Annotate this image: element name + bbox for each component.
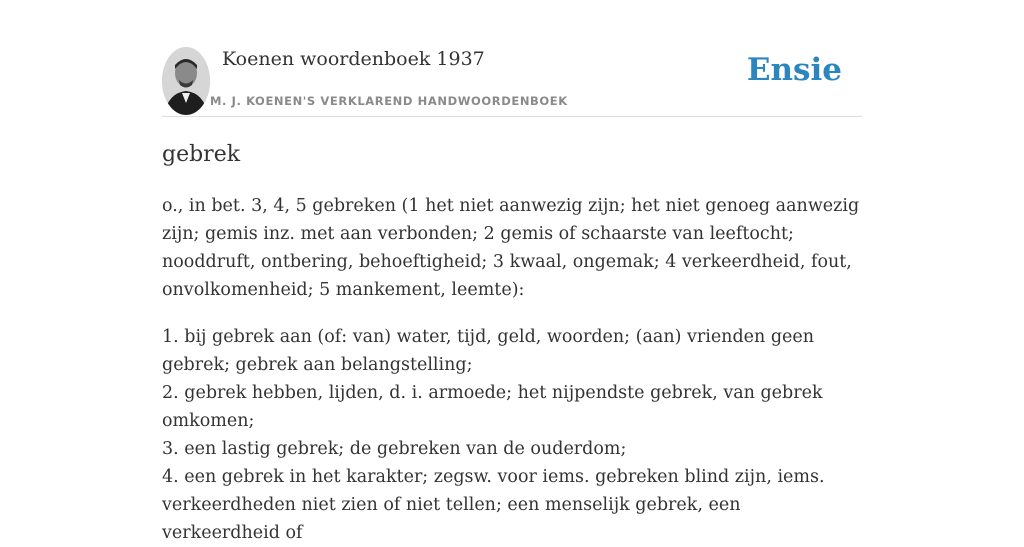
- definition-item: 1. bij gebrek aan (of: van) water, tijd, geld, woorden; (aan) vrienden geen gebrek; gebrek aan belangstelling;: [162, 327, 815, 375]
- author-portrait: [162, 47, 210, 115]
- author-portrait-image: [162, 47, 210, 115]
- entry-intro: o., in bet. 3, 4, 5 gebreken (1 het niet aanwezig zijn; het niet genoeg aanwezig zijn; gemis inz. met aan verbonden; 2 gemis of schaarste van leeftocht; nooddruft, ontbering, behoeftigheid; 3 kwaal, ongemak; 4 verkeerdheid, fout, onvolkomenheid; 5 mankement, leemte):: [162, 196, 860, 300]
- ensie-logo-link[interactable]: Ensie: [746, 52, 842, 88]
- dictionary-title[interactable]: Koenen woordenboek 1937: [222, 48, 485, 70]
- entry-headword: gebrek: [162, 142, 241, 167]
- definition-item: 2. gebrek hebben, lijden, d. i. armoede; het nijpendste gebrek, van gebrek omkomen;: [162, 383, 823, 431]
- entry-body: [162, 192, 862, 547]
- dictionary-subtitle: M. J. KOENEN'S VERKLAREND HANDWOORDENBOEK: [210, 94, 568, 108]
- page: [162, 0, 862, 543]
- definition-item: 4. een gebrek in het karakter; zegsw. voor iems. gebreken blind zijn, iems. verkeerdheden niet zien of niet tellen; een menselijk gebrek, een verkeerdheid of: [162, 467, 825, 543]
- dictionary-header: [162, 46, 862, 117]
- definition-item: 3. een lastig gebrek; de gebreken van de ouderdom;: [162, 439, 627, 459]
